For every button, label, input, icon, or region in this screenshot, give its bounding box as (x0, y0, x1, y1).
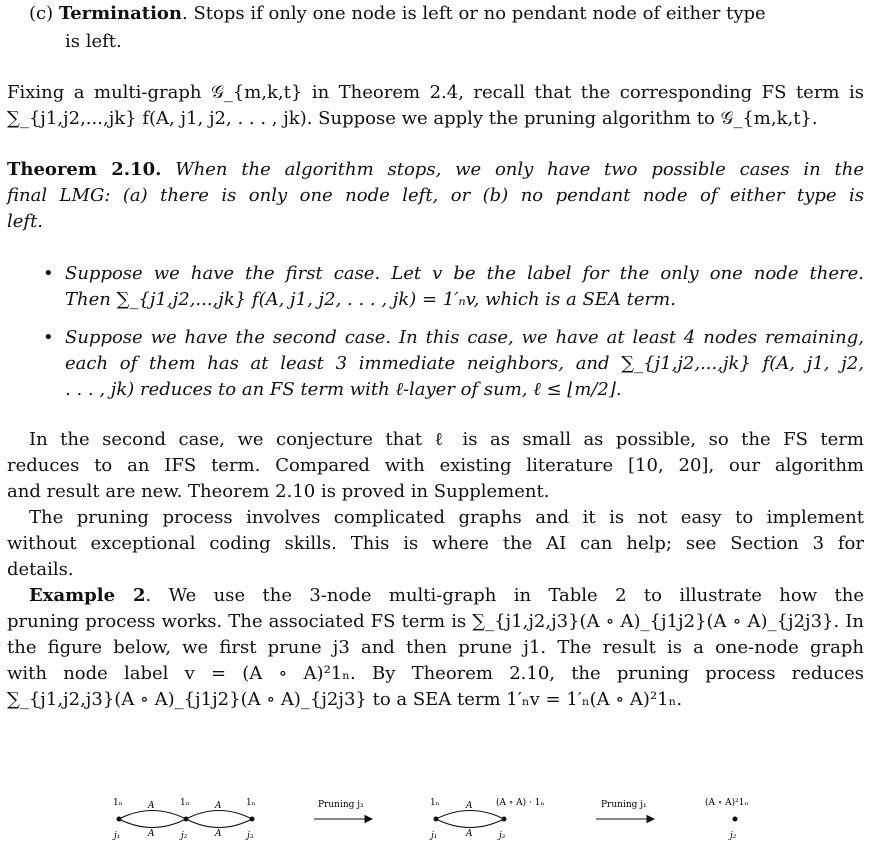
node-j2 (502, 817, 507, 822)
edge-j1-j2-top (436, 811, 504, 820)
para-second-line-2: reduces to an IFS term. Compared with existing literature [10, 20], our algorithm (7, 455, 864, 476)
node-j1-label: 1ₙ (430, 798, 440, 808)
bullet-2-line-1: Suppose we have the second case. In this case, we have at least 4 nodes remaining, (65, 327, 864, 348)
bullet-1-line-2: Then ∑_{j1,j2,...,jk} f(A, j1, j2, . . . , jk) = 1′ₙv, which is a SEA term. (65, 289, 676, 310)
edge-j2-j3-bottom (186, 819, 252, 828)
termination-text-2: is left. (65, 31, 122, 52)
node-j1-name: j₁ (431, 831, 438, 841)
para-pruning-line-3: details. (7, 559, 74, 580)
graph-two-nodes (429, 797, 544, 841)
termination-text-1: . Stops if only one node is left or no pendant node of either type (182, 3, 766, 24)
edge-label-a: A (215, 829, 222, 839)
bullet-2-line-2: each of them has at least 3 immediate neighbors, and ∑_{j1,j2,...,jk} f(A, j1, j2, (65, 353, 864, 374)
pruning-figure-svg (0, 786, 871, 851)
prune-arrow-2 (596, 800, 654, 819)
bullet-dot-1: • (43, 263, 54, 284)
theorem-line-2: final LMG: (a) there is only one node left, or (b) no pendant node of either type is (7, 185, 864, 206)
node-j3-label: 1ₙ (246, 798, 256, 808)
edge-j1-j2-bottom (436, 819, 504, 828)
para-second-line-3: and result are new. Theorem 2.10 is proved in Supplement. (7, 481, 550, 502)
node-j2-name: j₂ (181, 831, 188, 841)
para-second-line-1: In the second case, we conjecture that ℓ is as small as possible, so the FS term (29, 429, 864, 450)
bullet-1-line-1: Suppose we have the first case. Let v be the label for the only one node there. (65, 263, 864, 284)
edge-label-a: A (466, 829, 473, 839)
arrow-1-label: Pruning j₃ (318, 800, 364, 810)
para-pruning-line-2: without exceptional coding skills. This is where the AI can help; see Section 3 for (7, 533, 864, 554)
theorem-line-3: left. (7, 211, 44, 232)
edge-label-a: A (215, 801, 222, 811)
bullet-2-line-3: . . . , jk) reduces to an FS term with ℓ-layer of sum, ℓ ≤ ⌊m/2⌋. (65, 379, 622, 400)
arrow-2-label: Pruning j₁ (601, 800, 647, 810)
edge-j1-j2-bottom (119, 819, 186, 828)
node-j2-name: j₂ (730, 831, 737, 841)
node-j3-name: j₃ (247, 831, 254, 841)
example-line-2: pruning process works. The associated FS term is ∑_{j1,j2,j3}(A ∘ A)_{j1j2}(A ∘ A)_{j2j3}. In (7, 611, 864, 632)
termination-item (29, 2, 864, 26)
para-fix-line-1: Fixing a multi-graph 𝒢_{m,k,t} in Theorem 2.4, recall that the corresponding FS term is (7, 82, 864, 103)
prune-arrow-1 (314, 800, 372, 819)
node-j2-label: 1ₙ (180, 798, 190, 808)
termination-label: (c) (29, 3, 54, 24)
example-line-1 (29, 584, 864, 608)
node-j3 (250, 817, 255, 822)
edge-j1-j2-top (119, 811, 186, 820)
node-j2 (733, 817, 738, 822)
theorem-label: Theorem 2.10. (7, 159, 162, 180)
node-j1-label: 1ₙ (113, 798, 123, 808)
example-line-5: ∑_{j1,j2,j3}(A ∘ A)_{j1j2}(A ∘ A)_{j2j3} to a SEA term 1′ₙv = 1′ₙ(A ∘ A)²1ₙ. (7, 689, 683, 710)
graph-three-nodes (112, 798, 256, 841)
para-fix-line-2: ∑_{j1,j2,...,jk} f(A, j1, j2, . . . , jk). Suppose we apply the pruning algorithm to 𝒢_{m,k,t}. (7, 108, 818, 129)
example-text-1: . We use the 3-node multi-graph in Table 2 to illustrate how the (145, 585, 864, 606)
edge-j2-j3-top (186, 811, 252, 820)
bullet-dot-2: • (43, 327, 54, 348)
node-j1 (434, 817, 439, 822)
pruning-figure (0, 786, 871, 851)
node-j2 (184, 817, 189, 822)
edge-label-a: A (148, 829, 155, 839)
node-j2-name: j₂ (499, 831, 506, 841)
edge-label-a: A (466, 801, 473, 811)
node-j1 (117, 817, 122, 822)
example-label: Example 2 (29, 585, 146, 606)
theorem-line-1 (7, 158, 864, 182)
edge-label-a: A (148, 801, 155, 811)
para-pruning-line-1: The pruning process involves complicated graphs and it is not easy to implement (29, 507, 864, 528)
node-j2-label: (A ∘ A) · 1ₙ (496, 798, 545, 808)
node-j1-name: j₁ (114, 831, 121, 841)
graph-one-node (705, 797, 748, 841)
theorem-text-1: When the algorithm stops, we only have two possible cases in the (175, 159, 864, 180)
example-line-4: with node label v = (A ∘ A)²1ₙ. By Theorem 2.10, the pruning process reduces (7, 663, 864, 684)
termination-title: Termination (58, 3, 183, 24)
final-node-label: (A ∘ A)²1ₙ (705, 798, 749, 808)
example-line-3: the figure below, we first prune j3 and then prune j1. The result is a one-node graph (7, 637, 864, 658)
